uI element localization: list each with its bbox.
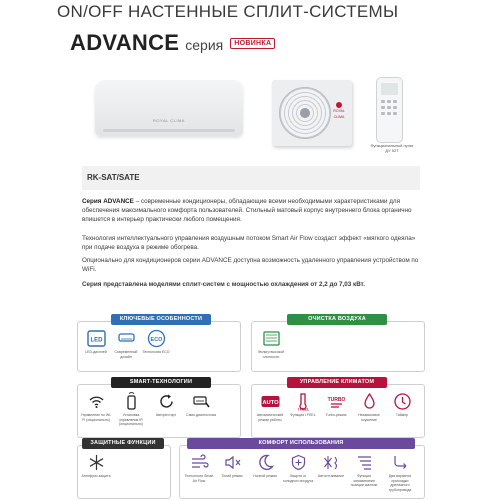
feature-auto: AUTO Автоматический режим работы bbox=[254, 392, 286, 422]
remote-button bbox=[387, 106, 391, 109]
svg-text:I FEEL: I FEEL bbox=[297, 407, 309, 411]
remote-button bbox=[393, 100, 397, 103]
panel-title-key-features: КЛЮЧЕВЫЕ ОСОБЕННОСТИ bbox=[111, 314, 211, 325]
feature-cold-air-protection: Защита от холодного воздуха bbox=[282, 453, 314, 483]
auto-icon bbox=[261, 392, 280, 411]
panel-title-comfort: КОМФОРТ ИСПОЛЬЗОВАНИЯ bbox=[187, 438, 415, 449]
eco-icon bbox=[147, 329, 166, 348]
swing-icon bbox=[355, 453, 374, 472]
remote-button bbox=[381, 106, 385, 109]
panel-title-smart: SMART-ТЕХНОЛОГИИ bbox=[111, 377, 211, 388]
indoor-unit-image bbox=[95, 80, 243, 136]
feature-timer: Таймер bbox=[386, 392, 418, 418]
indoor-unit-flap bbox=[103, 129, 235, 132]
feature-eco: ECO Технология ECO bbox=[140, 329, 172, 355]
antifreeze-icon bbox=[87, 453, 106, 472]
svg-text:TURBO: TURBO bbox=[327, 397, 345, 403]
feature-drain-options: Два варианта прокладки дренажного трубопровода bbox=[384, 453, 416, 492]
model-code: RK-SAT/SATE bbox=[87, 173, 140, 182]
remote-screen bbox=[381, 83, 398, 95]
remote-button bbox=[387, 112, 391, 115]
feature-defrost: Автооттаивание bbox=[315, 453, 347, 479]
remote-button bbox=[381, 112, 385, 115]
airflow-icon bbox=[190, 453, 209, 472]
remote-caption: Функциональный пульт ДУ 52T bbox=[370, 143, 414, 153]
remote-button bbox=[387, 100, 391, 103]
outdoor-unit-logo: ROYAL CLIMA bbox=[331, 102, 347, 120]
remote-ir-icon bbox=[122, 392, 141, 411]
feature-design: Современный дизайн bbox=[110, 329, 142, 359]
indoor-unit-logo: ROYAL CLIMA bbox=[153, 118, 185, 123]
description-lead: Серия ADVANCE bbox=[82, 198, 134, 205]
feature-ifeel: I FEEL Функция I FEEL bbox=[287, 392, 319, 418]
restart-icon bbox=[157, 392, 176, 411]
feature-quiet: Тихий режим bbox=[216, 453, 248, 479]
panel-title-air-cleaning: ОЧИСТКА ВОЗДУХА bbox=[287, 314, 387, 325]
feature-dry: Независимое осушение bbox=[353, 392, 385, 422]
description-paragraph-4: Серия представлена моделями сплит-систем с мощностью охлаждения от 2,2 до 7,03 кВт. bbox=[82, 281, 365, 288]
timer-icon bbox=[393, 392, 412, 411]
feature-diagnostics: Само-диагностика bbox=[185, 392, 217, 418]
drain-icon bbox=[391, 453, 410, 472]
new-badge: НОВИНКА bbox=[230, 38, 275, 49]
remote-button bbox=[381, 100, 385, 103]
feature-night: Ночной режим bbox=[249, 453, 281, 479]
svg-text:ECO: ECO bbox=[150, 336, 162, 343]
remote-button bbox=[393, 106, 397, 109]
series-word: серия bbox=[185, 37, 224, 53]
description-paragraph-3: Опционально для кондиционеров серии ADVANCE доступна возможность удаленного управления устройством по WiFi. bbox=[82, 257, 419, 273]
description-paragraph-1: Серия ADVANCE – современные кондиционеры, обладающие всеми необходимыми характеристиками для обеспечения максимального комфорта пользователей. Стильный матовый корпус внутреннего блока органично впишется в интерьер практически любого помещения. bbox=[82, 198, 412, 223]
page-title: ON/OFF НАСТЕННЫЕ СПЛИТ-СИСТЕМЫ bbox=[57, 2, 399, 21]
remote-button bbox=[393, 112, 397, 115]
feature-antifreeze: Антифриз защита bbox=[80, 453, 112, 479]
feature-wifi: Управление по WI-FI (опционально) bbox=[80, 392, 112, 422]
turbo-icon bbox=[327, 392, 346, 411]
feature-led: LED LED-дисплей bbox=[80, 329, 112, 355]
series-name: ADVANCE bbox=[70, 30, 180, 55]
panel-title-climate: УПРАВЛЕНИЕ КЛИМАТОМ bbox=[287, 377, 387, 388]
wifi-icon bbox=[87, 392, 106, 411]
description-paragraph-2: Технология интеллектуального управления воздушным потоком Smart Air Flow создаст эффект «мягкого одеяла» при подаче воздуха в режиме обогрева. bbox=[82, 235, 416, 251]
quiet-icon bbox=[223, 453, 242, 472]
svg-text:LED: LED bbox=[90, 337, 102, 344]
feature-turbo: TURBO Turbo-режим bbox=[320, 392, 352, 418]
fan-hub bbox=[300, 108, 310, 118]
feature-ir-control: Установка управления IR (опционально) bbox=[115, 392, 147, 427]
feature-autorestart: Авторестарт bbox=[150, 392, 182, 418]
svg-text:AUTO: AUTO bbox=[261, 400, 279, 406]
filter-icon bbox=[262, 329, 281, 348]
design-icon bbox=[117, 329, 136, 348]
feature-smart-air-flow: Технология Smart Air Flow bbox=[183, 453, 215, 483]
diagnostics-icon bbox=[192, 392, 211, 411]
series-header bbox=[70, 30, 275, 56]
night-icon bbox=[256, 453, 275, 472]
ifeel-icon bbox=[294, 392, 313, 411]
remote-control-image bbox=[376, 77, 403, 143]
defrost-icon bbox=[322, 453, 341, 472]
panel-title-protection: ЗАЩИТНЫЕ ФУНКЦИИ bbox=[82, 438, 164, 449]
feature-filter: Фильтр высокой плотности bbox=[255, 329, 287, 359]
feature-louver-memory: Функция запоминания позиции жалюзи bbox=[348, 453, 380, 488]
outdoor-unit-image bbox=[272, 80, 352, 146]
dry-icon bbox=[360, 392, 379, 411]
led-icon bbox=[87, 329, 106, 348]
cold-air-icon bbox=[289, 453, 308, 472]
